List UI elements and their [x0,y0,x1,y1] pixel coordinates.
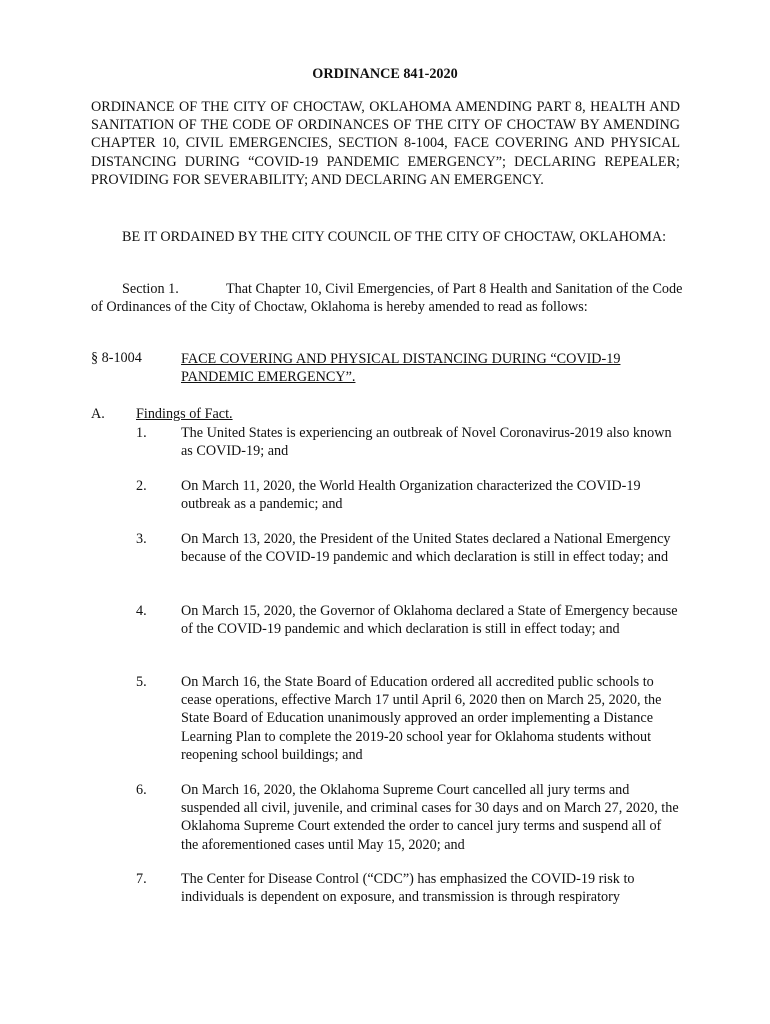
finding-number: 3. [136,531,147,547]
section-number: § 8-1004 [91,350,142,366]
finding-number: 6. [136,782,147,798]
enacting-clause: BE IT ORDAINED BY THE CITY COUNCIL OF THE CITY OF CHOCTAW, OKLAHOMA: [122,229,667,245]
finding-text: The United States is experiencing an outbreak of Novel Coronavirus-2019 also known as COVID-19; and [181,425,672,460]
finding-number: 5. [136,674,147,690]
ordinance-preamble: ORDINANCE OF THE CITY OF CHOCTAW, OKLAHOMA AMENDING PART 8, HEALTH AND SANITATION OF THE CODE OF ORDINANCES OF THE CITY OF CHOCTAW BY AMENDING CHAPTER 10, CIVIL EMERGENCIES, SECTION 8-1004, FACE COVERING AND PHYSICAL DISTANCING DURING “COVID-19 PANDEMIC EMERGENCY”; DECLARING REPEALER; PROVIDING FOR SEVERABILITY; AND DECLARING AN EMERGENCY. [91,99,680,188]
section-heading: FACE COVERING AND PHYSICAL DISTANCING DURING “COVID-19 PANDEMIC EMERGENCY”. [181,351,621,386]
finding-text: On March 16, the State Board of Education ordered all accredited public schools to cease operations, effective March 17 until April 6, 2020 then on March 25, 2020, the State Board of Education unanimously approved an order implementing a Distance Learning Plan to complete the 2019-20 school year for Oklahoma students without reopening school buildings; and [181,674,662,763]
subsection-letter: A. [91,406,105,422]
finding-text: On March 11, 2020, the World Health Organization characterized the COVID-19 outbreak as a pandemic; and [181,478,641,513]
finding-text: On March 13, 2020, the President of the United States declared a National Emergency because of the COVID-19 pandemic and which declaration is still in effect today; and [181,531,671,566]
section-1-text: That Chapter 10, Civil Emergencies, of Part 8 Health and Sanitation of the Code of Ordinances of the City of Choctaw, Oklahoma is hereby amended to read as follows: [91,281,683,316]
finding-number: 1. [136,425,147,441]
section-1-paragraph [91,280,683,316]
finding-text: On March 15, 2020, the Governor of Oklahoma declared a State of Emergency because of the COVID-19 pandemic and which declaration is still in effect today; and [181,603,678,638]
finding-number: 2. [136,478,147,494]
subsection-heading: Findings of Fact. [136,406,233,422]
finding-number: 7. [136,871,147,887]
finding-text: The Center for Disease Control (“CDC”) has emphasized the COVID-19 risk to individuals is dependent on exposure, and transmission is through respiratory [181,871,635,906]
finding-number: 4. [136,603,147,619]
finding-text: On March 16, 2020, the Oklahoma Supreme Court cancelled all jury terms and suspended all civil, juvenile, and criminal cases for 30 days and on March 27, 2020, the Oklahoma Supreme Court extended the order to cancel jury terms and suspend all of the aforementioned cases until May 15, 2020; and [181,782,679,853]
ordinance-title: ORDINANCE 841-2020 [312,66,458,82]
section-1-label: Section 1. [122,281,179,297]
